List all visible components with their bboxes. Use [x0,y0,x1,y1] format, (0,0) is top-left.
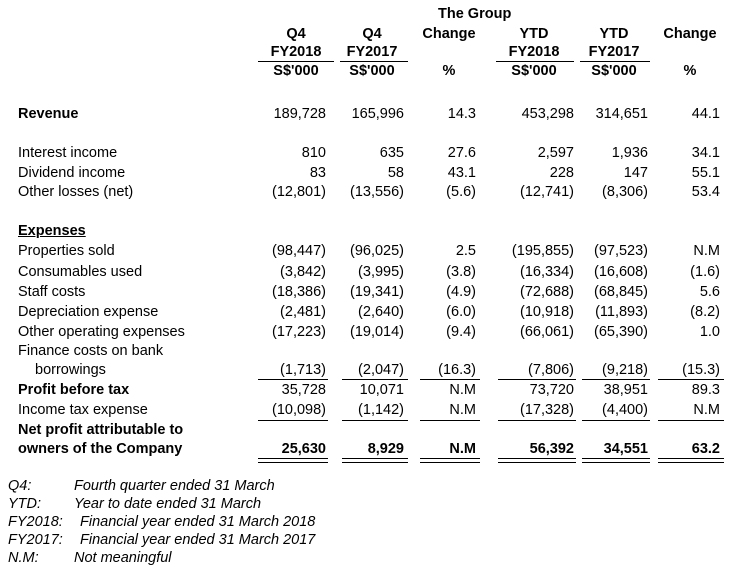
col5-unit: S$'000 [591,63,637,79]
cell: (17,328) [519,402,574,418]
cell: 58 [387,165,404,181]
footnote-key: Q4: [8,478,32,494]
row-label: Finance costs on bank [18,343,164,359]
cell: (8,306) [602,184,648,200]
cell: 34,551 [603,441,648,457]
cell: (68,845) [593,284,648,300]
footnote-key: YTD: [8,496,42,512]
cell: (9.4) [446,324,476,340]
cell: 34.1 [691,145,720,161]
row-label: Income tax expense [18,402,148,418]
cell: (66,061) [519,324,574,340]
header-rule [580,61,650,62]
col6-line1: Change [663,26,717,42]
cell: N.M [693,243,720,259]
cell: 5.6 [699,284,720,300]
cell: (8.2) [690,304,720,320]
row-label: Net profit attributable to [18,422,184,438]
col2-unit: S$'000 [349,63,395,79]
cell: 147 [623,165,648,181]
col1-line1: Q4 [286,26,306,42]
cell: 63.2 [691,441,720,457]
subtotal-rule [420,379,480,380]
row-label: Dividend income [18,165,126,181]
row-label: Other operating expenses [18,324,185,340]
double-rule [582,458,650,463]
col5-line2: FY2017 [588,44,640,60]
double-rule [420,458,480,463]
subtotal-rule [658,379,724,380]
cell: (97,523) [593,243,648,259]
double-rule [658,458,724,463]
double-rule [498,458,576,463]
cell: (17,223) [271,324,326,340]
cell: (16.3) [438,362,476,378]
cell: 83 [309,165,326,181]
row-label: Interest income [18,145,118,161]
footnote-text: Financial year ended 31 March 2018 [80,514,316,530]
col6-unit: % [683,63,697,79]
cell: 1.0 [699,324,720,340]
cell: (16,608) [593,264,648,280]
cell: (195,855) [511,243,574,259]
cell: 89.3 [691,382,720,398]
footnote-text: Fourth quarter ended 31 March [74,478,275,494]
cell: 165,996 [351,106,404,122]
row-label: Other losses (net) [18,184,134,200]
footnote-key: FY2017: [8,532,63,548]
col4-line2: FY2018 [508,44,560,60]
footnote-key: FY2018: [8,514,63,530]
total-rule [258,420,328,421]
cell: (10,098) [271,402,326,418]
cell: (2,481) [280,304,326,320]
cell: (9,218) [602,362,648,378]
cell: (2,047) [358,362,404,378]
footnote-text: Not meaningful [74,550,172,566]
cell: (3.8) [446,264,476,280]
cell: (4,400) [602,402,648,418]
cell: (18,386) [271,284,326,300]
col5-line1: YTD [599,26,629,42]
cell: (11,893) [595,304,648,320]
cell: (12,741) [519,184,574,200]
total-rule [420,420,480,421]
row-label: Depreciation expense [18,304,159,320]
footnote-text: Year to date ended 31 March [74,496,262,512]
row-label: Staff costs [18,284,86,300]
row-label: owners of the Company [18,441,183,457]
cell: (98,447) [271,243,326,259]
cell: (2,640) [358,304,404,320]
row-label: Revenue [18,106,79,122]
cell: 810 [301,145,326,161]
group-title: The Group [438,6,512,22]
cell: (13,556) [349,184,404,200]
cell: (19,014) [349,324,404,340]
cell: N.M [693,402,720,418]
expenses-heading: Expenses [18,223,86,239]
col1-unit: S$'000 [273,63,319,79]
cell: (6.0) [446,304,476,320]
cell: 25,630 [281,441,326,457]
row-label: Profit before tax [18,382,130,398]
row-label: Properties sold [18,243,115,259]
total-rule [342,420,408,421]
total-rule [658,420,724,421]
header-rule [258,61,334,62]
header-rule [340,61,408,62]
col3-unit: % [442,63,456,79]
col2-line2: FY2017 [346,44,398,60]
cell: 27.6 [447,145,476,161]
col2-line1: Q4 [362,26,382,42]
col4-line1: YTD [519,26,549,42]
cell: (10,918) [519,304,574,320]
cell: (1,713) [280,362,326,378]
footnote-key: N.M: [8,550,39,566]
double-rule [342,458,408,463]
row-label: Consumables used [18,264,143,280]
cell: (3,842) [280,264,326,280]
cell: (4.9) [446,284,476,300]
cell: (72,688) [519,284,574,300]
cell: 53.4 [691,184,720,200]
cell: 10,071 [359,382,404,398]
cell: (1,142) [358,402,404,418]
cell: 189,728 [273,106,326,122]
cell: 56,392 [529,441,574,457]
cell: 635 [379,145,404,161]
total-rule [498,420,576,421]
cell: 38,951 [603,382,648,398]
subtotal-rule [582,379,650,380]
subtotal-rule [258,379,328,380]
col1-line2: FY2018 [270,44,322,60]
cell: 2,597 [537,145,574,161]
cell: (19,341) [349,284,404,300]
cell: (12,801) [271,184,326,200]
cell: N.M [449,441,476,457]
cell: (16,334) [519,264,574,280]
cell: 73,720 [529,382,574,398]
subtotal-rule [342,379,408,380]
row-label: borrowings [35,362,106,378]
cell: 35,728 [281,382,326,398]
total-rule [582,420,650,421]
cell: 228 [549,165,574,181]
cell: (1.6) [690,264,720,280]
cell: (7,806) [528,362,574,378]
cell: 44.1 [691,106,720,122]
cell: 314,651 [595,106,648,122]
cell: (65,390) [593,324,648,340]
cell: 43.1 [447,165,476,181]
cell: (5.6) [446,184,476,200]
cell: (96,025) [349,243,404,259]
cell: 453,298 [521,106,574,122]
col3-line1: Change [422,26,476,42]
double-rule [258,458,328,463]
cell: (15.3) [682,362,720,378]
footnote-text: Financial year ended 31 March 2017 [80,532,316,548]
col4-unit: S$'000 [511,63,557,79]
cell: 1,936 [611,145,648,161]
cell: 2.5 [455,243,476,259]
cell: 55.1 [691,165,720,181]
cell: N.M [449,402,476,418]
cell: (3,995) [358,264,404,280]
cell: 8,929 [367,441,404,457]
cell: N.M [449,382,476,398]
subtotal-rule [498,379,576,380]
header-rule [496,61,574,62]
cell: 14.3 [447,106,476,122]
